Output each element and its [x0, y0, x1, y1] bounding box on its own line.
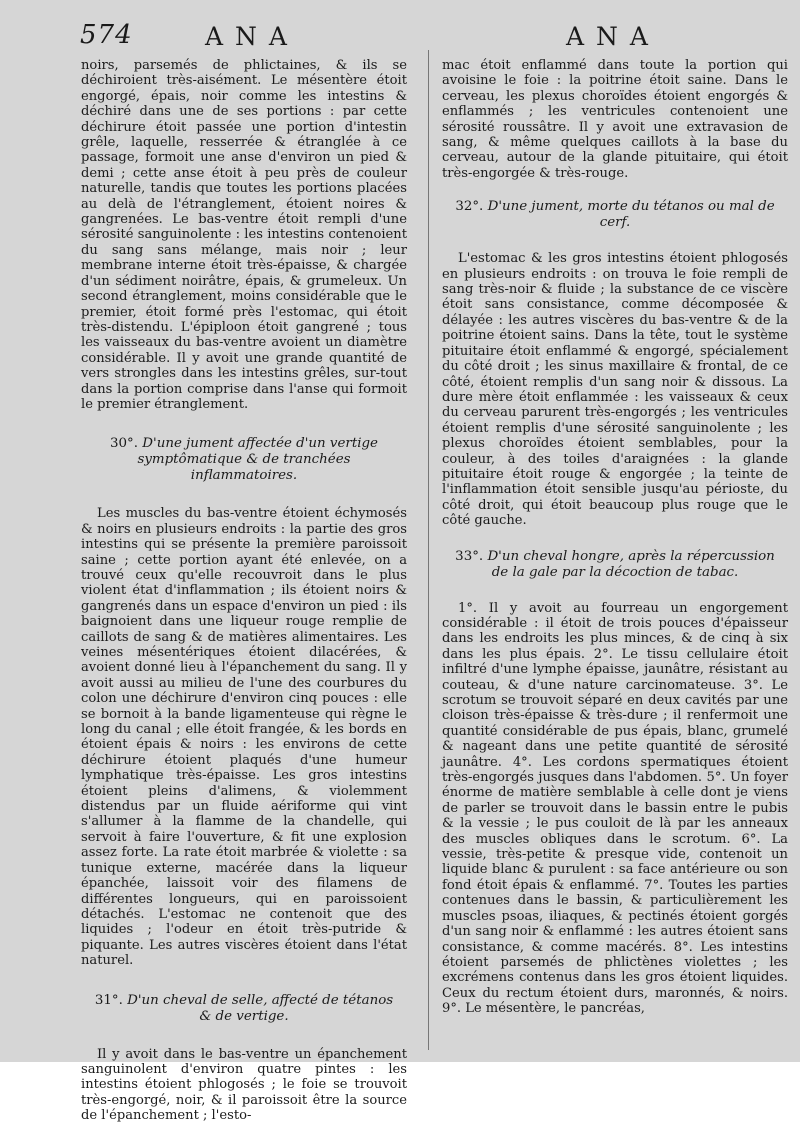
column-divider	[428, 50, 429, 1050]
section-number: 31°.	[94, 992, 123, 1008]
paragraph: Les muscles du bas-ventre étoient échymosés & noirs en plusieurs endroits : la partie des gros intestins qui se présente la première paroissoit saine ; cette portion ayant été enlevée, on a trouvé ceux qu'elle recouvroit dans le plus violent état d'inflammation ; ils étoient noirs & gangrenés dans un espace d'environ un pied : ils baignoient dans une liqueur rouge remplie de caillots de sang & de matières alimentaires. Les veines mésentériques étoient dilacérées, & avoient donné lieu à l'épanchement du sang. Il y avoit aussi au milieu de l'une des courbures du colon une déchirure d'environ cinq pouces : elle se bornoit à la bande ligamenteuse qui règne le long du canal ; elle étoit frangée, & les bords en étoient épais & noirs : les environs de cette déchirure étoient plaqués d'une humeur lymphatique très-épaisse. Les gros intestins étoient pleins d'alimens, & violemment distendus par un fluide aériforme qui vint s'allumer à la flamme de la chandelle, qui servoit à faire l'ouverture, & fit une explosion assez forte. La rate étoit marbrée & violette : sa tunique externe, macérée dans la liqueur épanchée, laissoit voir des filamens de différentes longueurs, qui en paroissoient détachés. L'estomac ne contenoit que des liquides ; l'odeur en étoit très-putride & piquante. Les autres viscères étoient dans l'état naturel.	[81, 506, 407, 969]
running-title-left: ANA	[205, 22, 299, 51]
section-title: D'un cheval de selle, affecté de tétanos & de vertige.	[127, 992, 394, 1024]
paragraph: Il y avoit dans le bas-ventre un épanchement sanguinolent d'environ quatre pintes : les intestins étoient phlogosés ; le foie se trouvoit très-engorgé, noir, & il paroissoit être la source de l'épanchement ; l'esto-	[81, 1046, 407, 1124]
section-title: D'un cheval hongre, après la répercussion de la gale par la décoction de tabac.	[487, 548, 775, 580]
section-number: 32°.	[455, 199, 484, 215]
left-column	[81, 58, 407, 1124]
section-title: D'une jument, morte du tétanos ou mal de cerf.	[487, 199, 775, 231]
page-header	[0, 14, 800, 54]
paragraph: 1°. Il y avoit au fourreau un engorgement considérable : il étoit de trois pouces d'épaisseur dans les endroits les plus minces, & de cinq à six dans les plus épais. 2°. Le tissu cellulaire étoit infiltré d'une lymphe épaisse, jaunâtre, résistant au couteau, & d'une nature carcinomateuse. 3°. Le scrotum se trouvoit séparé en deux cavités par une cloison très-épaisse & très-dure ; il renfermoit une quantité considérable de pus épais, blanc, grumelé & nageant dans une petite quantité de sérosité jaunâtre. 4°. Les cordons spermatiques étoient très-engorgés jusques dans l'abdomen. 5°. Un foyer énorme de matière semblable à celle dont je viens de parler se trouvoit dans le bassin entre le pubis & la vessie ; le pus couloit de là par les anneaux des muscles obliques dans le scrotum. 6°. La vessie, très-petite & presque vide, contenoit un liquide blanc & purulent : sa face antérieure ou son fond étoit épais & enflammé. 7°. Toutes les parties contenues dans le bassin, & particulièrement les muscles psoas, iliaques, & pectinés étoient gorgés d'un sang noir & enflammé : les autres étoient sans consistance, & comme macérés. 8°. Les intestins étoient parsemés de phlictènes violettes ; les excrémens contenus dans les gros étoient liquides. Ceux du rectum étoient durs, maronnés, & noirs. 9°. Le mésentère, le pancréas,	[442, 600, 788, 1017]
section-title: D'une jument affectée d'un vertige symptômatique & de tranchées inflammatoires.	[137, 436, 378, 484]
section-number: 30°.	[110, 436, 139, 452]
section-heading-32	[450, 199, 780, 231]
paragraph: mac étoit enflammé dans toute la portion qui avoisine le foie : la poitrine étoit saine. Dans le cerveau, les plexus choroïdes étoient engorgés & enflammés ; les ventricules contenoient une sérosité roussâtre. Il y avoit une extravasion de sang, & même quelques caillots à la base du cerveau, autour de la glande pituitaire, qui étoit très-engorgée & très-rouge.	[442, 58, 788, 181]
section-number: 33°.	[455, 548, 484, 564]
section-heading-31	[91, 993, 397, 1025]
right-column	[442, 58, 788, 1017]
section-heading-30	[91, 436, 397, 484]
paragraph: noirs, parsemés de phlictaines, & ils se déchiroient très-aisément. Le mésentère étoit engorgé, épais, noir comme les intestins & déchiré dans une de ses portions : par cette déchirure étoit passée une portion d'intestin grêle, laquelle, resserrée & étranglée à ce passage, formoit une anse d'environ un pied & demi ; cette anse étoit à peu près de couleur naturelle, tandis que toutes les portions placées au delà de l'étranglement, étoient noires & gangrenées. Le bas-ventre étoit rempli d'une sérosité sanguinolente : les intestins contenoient du sang sans mélange, mais noir ; leur membrane interne étoit très-épaisse, & chargée d'un sédiment noirâtre, épais, & grumeleux. Un second étranglement, moins considérable que le premier, étoit formé près l'estomac, qui étoit très-distendu. L'épiploon étoit gangrené ; tous les vaisseaux du bas-ventre avoient un diamètre considérable. Il y avoit une grande quantité de vers strongles dans les intestins grêles, sur-tout dans la portion comprise dans l'anse qui formoit le premier étranglement.	[81, 58, 407, 412]
paragraph: L'estomac & les gros intestins étoient phlogosés en plusieurs endroits : on trouva le foie rempli de sang très-noir & fluide ; la substance de ce viscère étoit sans consistance, comme décomposée & délayée : les autres viscères du bas-ventre & de la poitrine étoient sains. Dans la tête, tout le système pituitaire étoit enflammé & engorgé, spécialement du côté droit ; les sinus maxillaire & frontal, de ce côté, étoient remplis d'un sang noir & dissous. La dure mère étoit enflammée : les vaisseaux & ceux du cerveau parurent très-engorgés ; les ventricules étoient remplis d'une sérosité sanguinolente ; les plexus choroïdes étoient semblables, pour la couleur, à des toiles d'araignées : la glande pituitaire étoit rouge & engorgée ; la teinte de l'inflammation étoit sensible jusqu'au périoste, du côté droit, qui étoit beaucoup plus rouge que le côté gauche.	[442, 251, 788, 529]
section-heading-33	[450, 549, 780, 581]
page-number: 574	[80, 20, 133, 50]
running-title-right: ANA	[566, 22, 660, 51]
